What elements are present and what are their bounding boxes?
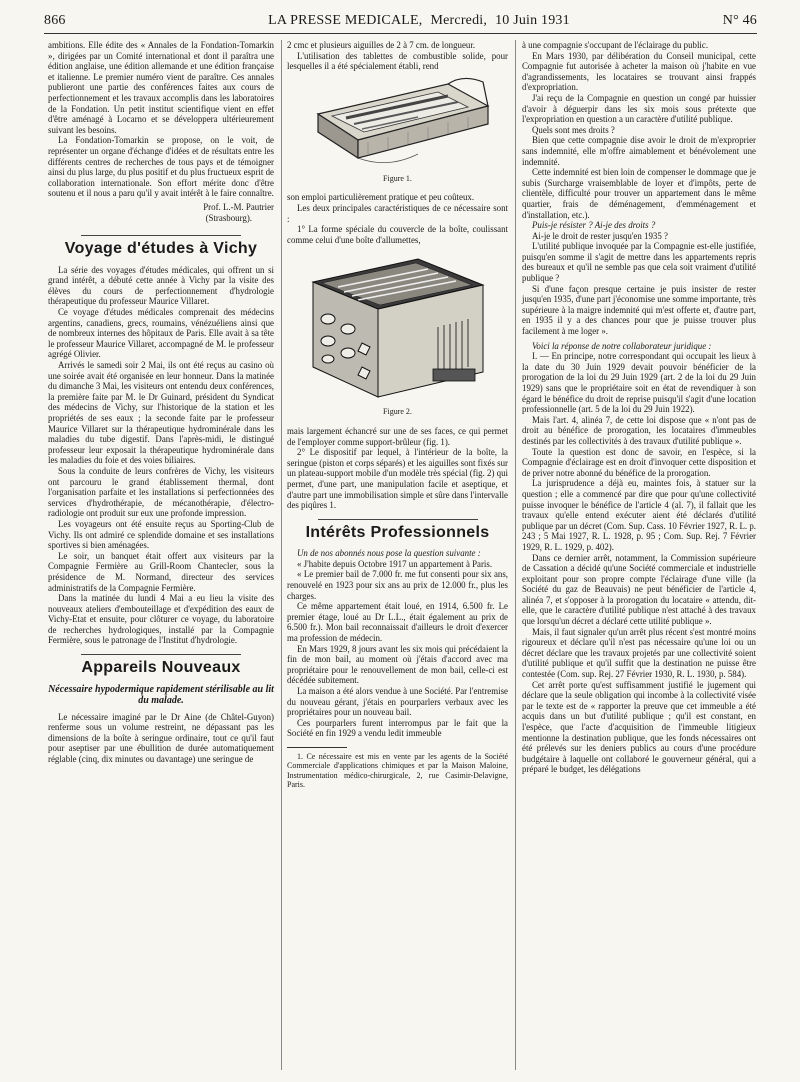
paragraph: Dans la matinée du lundi 4 Mai a eu lieu la visite des nouveaux ateliers d'embouteillage et d'expédition des eaux de Vichy-Etat et ensuite, pour clôturer ce voyage, du laboratoire de recherches hydrologiques, installé par la Compagnie Fermière, sous le patronage de l'Institut d'hydrologie. [48,593,274,646]
footnote: 1. Ce nécessaire est mis en vente par les agents de la Société Commerciale d'applications chimiques et par la Maison Maloine, Instrumentation médico-chirurgicale, 2, rue Casimir-Delavigne, Paris. [287,751,508,790]
section-title-interets: Intérêts Professionnels [305,523,490,541]
header-rule [44,33,757,34]
section-divider [81,235,241,236]
page-header [44,13,757,35]
paragraph: La maison a été alors vendue à une Société. Par l'entremise du nouveau gérant, j'étais en pourparlers verbaux avec les propriétaires pour un nouveau bail. [287,686,508,718]
paragraph: En Mars 1929, 8 jours avant les six mois qui précédaient la fin de mon bail, au moment où j'étais d'accord avec ma propriétaire pour le renouvellement de mon bail, celle-ci est décédée subitement. [287,643,508,686]
paragraph: Sous la conduite de leurs confrères de Vichy, les visiteurs ont parcouru le grand établissement thermal, dont l'organisation parfaite et les installations si perfectionnées des services d'hydrothérapie, de mécanothérapie, d'électro-radiologie ont produit sur eux une profonde impression. [48,465,274,519]
paragraph: 2° Le dispositif par lequel, à l'intérieur de la boîte, la seringue (piston et corps séparés) et les aiguilles sont fixés sur un plateau-support mobile d'un modèle très spécial (fig. 2) qui permet, d'une part, une manipulation facile et aseptique, et d'autre part une immobilisation simple et sûre dans l'intervalle des piqûres 1. [287,447,508,511]
figure-1 [287,74,508,185]
paragraph: Ai-je le droit de rester jusqu'en 1935 ? [532,230,668,241]
section-divider [81,654,241,655]
section-title-appareils: Appareils Nouveaux [81,659,241,677]
paragraph: Le nécessaire imaginé par le Dr Aine (de Châtel-Guyon) renferme sous un volume restreint, ne dépassant pas les dimensions de la boîte à seringue ordinaire, tout ce qu'il faut pour aseptiser par une ébullition de durée automatiquement réglable (cinq, dix minutes ou davantage) une seringue de [48,711,274,765]
paragraph: ambitions. Elle édite des « Annales de la Fondation-Tomarkin », dirigées par un Comité international et dont il paraîtra une édition anglaise, une édition allemande et une édition française et italienne. Le premier numéro vient de paraître. Ces annales publieront une partie des conférences faites aux cours de perfectionnement et les travaux accomplis dans les laboratoires de la Fondation. Un petit institut scientifique vient en effet d'être aménagé à Locarno et se développera ultérieurement suivant les besoins. [48,40,274,135]
figure-2-caption: Figure 2. [383,407,412,417]
paragraph: Si d'une façon presque certaine je puis insister de rester jusqu'en 1935, d'une part j'économise une somme importante, très supérieure à la maigre indemnité qui m'est offerte et, d'autre part, en 1935 il y a des chances pour que je puisse trouver plus facilement à me loger ». [522,283,756,337]
paragraph: La jurisprudence a déjà eu, maintes fois, à statuer sur la question ; elle a commencé par dire que pour qu'une collectivité puisse invoquer le bénéfice de l'article 4 (al. 7), il fallait que les travaux qu'elle entend exécuter aient été déclarés d'utilité publique par un décret (Com. Sup. Cass. 10 Février 1927, R. L. p. 243 ; 5 Mai 1927, R. L. 1928, p. 95 ; Com. Sup. Rej. 7 Février 1929, R. L. 1929, p. 402). [522,478,756,552]
figure-2 [287,247,508,418]
paragraph: Ce même appartement était loué, en 1914, 6.500 fr. Le premier étage, loué au Dr L.L., était également au prix de 6.500 fr.). Mon bail reconnaissait d'ailleurs le droit d'exercer ma profession de médecin. [287,601,508,644]
journal-name: LA PRESSE MEDICALE, [268,13,423,28]
reponse-intro-text: Voici la réponse de notre collaborateur juridique : [532,340,712,351]
paragraph: L'utilité publique invoquée par la Compagnie est-elle justifiée, puisqu'en somme il s'agit de mettre dans les appartements repris des bureaux et qu'il ne semble pas que cela soit vraiment d'utilité publique ? [522,241,756,284]
figure-1-illustration [298,74,498,174]
paragraph: I. — En principe, notre correspondant qui occupait les lieux à la date du 30 Juin 1929 devait pouvoir bénéficier de la prorogation de la loi du 29 Juin 1929 (art. 2 de la loi du 29 Juin 1929) sans que le propriétaire soit en état de revendiquer à son égard le bénéfice du droit de reprise puisqu'il s'agit d'une location professionnelle (art. 5 de la loi du 29 Juin 1922). [522,351,756,415]
paragraph: Bien que cette compagnie dise avoir le droit de m'exproprier sans indemnité, elle m'offre aimablement et bénévolement une indemnité. [522,135,756,167]
section-divider [318,519,478,520]
figure-2-illustration [298,247,498,407]
page-number: 866 [44,13,66,28]
section-title-vichy: Voyage d'études à Vichy [64,240,258,258]
column-separator [281,40,282,1070]
footnote-rule [287,747,347,748]
paragraph: En Mars 1930, par délibération du Conseil municipal, cette Compagnie fut autorisée à acheter la maison où j'habite en vue d'agrandissements, les locataires se trouvant ainsi frappés d'expropriation. [522,50,756,93]
journal-masthead [184,13,654,29]
paragraph: La Fondation-Tomarkin se propose, on le voit, de représenter un organe d'échange d'idées et de résultats entre les différents centres de recherches de tous pays et de témoigner ainsi du plus large, du plus positif et du plus fructueux esprit de collaboration internationale. Son effort mérite donc d'être soutenu et il nous a paru qu'il y avait intérêt à le faire connaître. [48,135,274,199]
paragraph: Ces pourparlers furent interrompus par le fait que la Société en fin 1929 a vendu ledit immeuble [287,717,508,739]
paragraph: 1° La forme spéciale du couvercle de la boîte, coulissant comme celui d'une boîte d'allumettes, [287,224,508,245]
paragraph: Ce voyage d'études médicales comprenait des médecins argentins, canadiens, grecs, roumains, vénézuéliens ainsi que de nombreux internes des hôpitaux de Paris. Elle avait à sa tête le professeur Maurice Villaret, accompagné de M. le professeur agrégé Olivier. [48,307,274,360]
paragraph: son emploi particulièrement pratique et peu coûteux. [287,192,475,203]
paragraph: Mais, il faut signaler qu'un arrêt plus récent s'est montré moins rigoureux et déclare qu'il n'est pas nécessaire qu'une loi ou un décret déclare que les travaux projetés par une collectivité soient d'utilité publique et qu'il suffit que la destination ne puisse être contestée (Com. sup. Rej. 27 Février 1930, R. L. 1930, p. 584). [522,626,756,680]
question-intro-text: Un de nos abonnés nous pose la question suivante : [297,548,481,559]
paragraph: Dans ce dernier arrêt, notamment, la Commission supérieure de Cassation a décidé qu'une Société commerciale et industrielle exploitant pour son propre compte l'éclairage d'une ville (la Société du gaz de Beauvais) ne peut bénéficier de l'article 4, alinéa 7, et s'opposer à la prorogation du locataire « attendu, dit-elle, que le caractère d'utilité publique n'est attaché à des travaux que lorsqu'un décret a déclaré cette utilité publique ». [522,552,756,627]
paragraph: 2 cmc et plusieurs aiguilles de 2 à 7 cm. de longueur. [287,40,476,50]
question-text: Puis-je résister ? Ai-je des droits ? [532,220,656,231]
paragraph: L'utilisation des tablettes de combustible solide, pour lesquelles il a été spécialement établi, rend [287,50,508,72]
paragraph: Arrivés le samedi soir 2 Mai, ils ont été reçus au casino où une soirée avait été organisée en leur honneur. Dans la matinée du dimanche 3 Mai, les visiteurs ont entendu deux conférences, la première faite par M. le Dr Guinard, président du Syndicat des médecins de Vichy, sur l'historique de la station et les propriétés de ses eaux ; la seconde faite par le professeur Maurice Villaret sur la thérapeutique hydrominérale dans les maladies du tube digestif. Dans l'après-midi, le distingué professeur leur exposait la thérapeutique hydrominérale dans les maladies du foie et des voies biliaires. [48,360,274,466]
question-intro [287,548,508,559]
issue-date: 10 Juin 1931 [495,13,570,28]
paragraph: mais largement échancré sur une de ses faces, ce qui permet de l'employer comme support-brûleur (fig. 1). [287,425,508,447]
column-3 [522,40,756,775]
paragraph: Les voyageurs ont été ensuite reçus au Sporting-Club de Vichy. Ils ont admiré ce splendide domaine et ses installations sportives si bien aménagées. [48,518,274,551]
column-1 [48,40,274,765]
issue-number: N° 46 [722,13,757,28]
section-subtitle: Nécessaire hypodermique rapidement stérilisable au lit du malade. [48,683,274,706]
figure-1-caption: Figure 1. [383,173,412,183]
column-separator [515,40,516,1070]
paragraph: Quels sont mes droits ? [532,124,615,135]
paragraph: Cette indemnité est bien loin de compenser le dommage que je subis (Surcharge vraisemblable de loyer et d'impôts, perte de clientèle, difficulté pour trouver un appartement dans le même quartier, frais de déménagement, d'emménagement et d'installation, etc.). [522,167,756,220]
reponse-intro [522,341,756,352]
author-affiliation: (Strasbourg). [205,212,252,223]
paragraph: La série des voyages d'études médicales, qui offrent un si grand intérêt, a débuté cette année à Vichy par la visite des élèves du cours de perfectionnement d'hydrologie thérapeutique du professeur Maurice Villaret. [48,264,274,307]
author-signature: Prof. L.-M. Pautrier [203,201,274,212]
paragraph: Cet arrêt porte qu'est suffisamment justifié le jugement qui déclare que la seule obligation qui incombe à la collectivité visée par le texte est de « rapporter la preuve que cet immeuble a été acquis dans un but d'utilité publique ; qu'il est constant, en l'espèce, que l'acte d'acquisition de l'immeuble litigieux mentionne la destination publique, que les fonds nécessaires ont été prélevés sur les deniers publics au cours d'une procédure budgétaire à laquelle ont collaboré le gouverneur général, qui a préparé le budget, les délégations [522,679,756,775]
paragraph: « J'habite depuis Octobre 1917 un appartement à Paris. [297,558,493,569]
weekday: Mercredi, [430,13,488,28]
column-2 [287,40,508,790]
paragraph: Les deux principales caractéristiques de ce nécessaire sont : [287,202,508,224]
paragraph-italic [522,220,756,231]
paragraph: Le soir, un banquet était offert aux visiteurs par la Compagnie Fermière au Grill-Room Chantecler, sous la présidence de M. Normand, directeur des services administratifs de la Compagnie Fermière. [48,550,274,593]
paragraph: Toute la question est donc de savoir, en l'espèce, si la Compagnie d'éclairage est en droit d'invoquer cette disposition et de priver notre abonné du bénéfice de la prorogation. [522,446,756,478]
paragraph: Mais l'art. 4, alinéa 7, de cette loi dispose que « n'ont pas de droit au bénéfice de prorogation, les locataires d'immeubles destinés par les collectivités à des travaux d'utilité publique ». [522,414,756,446]
paragraph: « Le premier bail de 7.000 fr. me fut consenti pour six ans, renouvelé en 1923 pour six ans au prix de 12.000 fr., plus les charges. [287,569,508,601]
paragraph: à une compagnie s'occupant de l'éclairage du public. [522,40,709,50]
paragraph: J'ai reçu de la Compagnie en question un congé par huissier d'avoir à déguerpir dans les six mois sous prétexte que l'expropriation en question a un caractère d'utilité publique. [522,92,756,125]
